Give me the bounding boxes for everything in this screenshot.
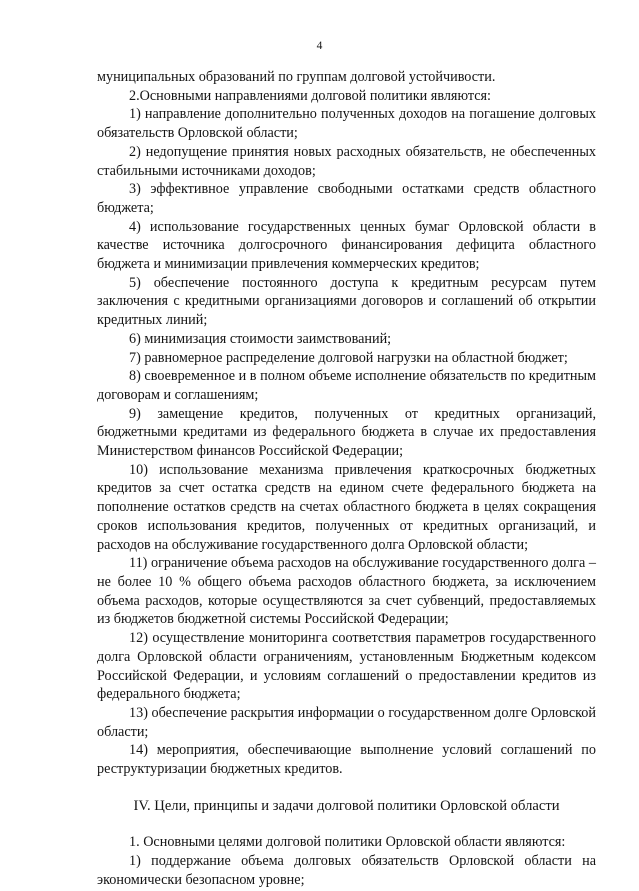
paragraph: муниципальных образований по группам долговой устойчивости. xyxy=(97,69,496,85)
list-item: 3) эффективное управление свободными остатками средств областного бюджета; xyxy=(97,181,596,216)
list-item: 10) использование механизма привлечения краткосрочных бюджетных кредитов за счет остатка средств на едином счете федерального бюджета на пополнение остатков средств на счетах областного бюджета в целях сокращения сроков использования кредитов, полученных от кредитных организаций, и расходов на обслуживание государственного долга Орловской области; xyxy=(97,461,596,553)
list-item: 4) использование государственных ценных бумаг Орловской области в качестве источника долгосрочного финансирования дефицита областного бюджета и минимизации привлечения коммерческих кредитов; xyxy=(97,218,596,273)
list-item: 11) ограничение объема расходов на обслуживание государственного долга – не более 10 % общего объема расходов областного бюджета, за исключением объема расходов, которые осуществляются за счет субвенций, предоставляемых из бюджетов бюджетной системы Российской Федерации; xyxy=(97,555,596,628)
list-item: 6) минимизация стоимости заимствований; xyxy=(129,330,392,347)
list-item: 13) обеспечение раскрытия информации о государственном долге Орловской области; xyxy=(97,704,596,740)
list-item: 9) замещение кредитов, полученных от кредитных организаций, бюджетными кредитами из федерального бюджета в случае их предоставления Министерством финансов Российской Федерации; xyxy=(97,405,596,460)
list-item: 8) своевременное и в полном объеме исполнение обязательств по кредитным договорам и соглашениям; xyxy=(97,368,596,403)
paragraph: 1. Основными целями долговой политики Орловской области являются: xyxy=(129,834,566,851)
paragraph: 2.Основными направлениями долговой политики являются: xyxy=(129,87,492,104)
list-item: 14) мероприятия, обеспечивающие выполнение условий соглашений по реструктуризации бюджетных кредитов. xyxy=(97,742,596,778)
list-item: 5) обеспечение постоянного доступа к кредитным ресурсам путем заключения с кредитными организациями договоров и соглашений об открытии кредитных линий; xyxy=(97,274,596,329)
list-item: 1) направление дополнительно полученных доходов на погашение долговых обязательств Орловской области; xyxy=(97,106,596,142)
list-item: 2) недопущение принятия новых расходных обязательств, не обеспеченных стабильными источниками доходов; xyxy=(97,143,596,179)
list-item: 12) осуществление мониторинга соответствия параметров государственного долга Орловской области ограничениям, установленным Бюджетным кодексом Российской Федерации, и условиям соглашений о предоставлении кредитов из федерального бюджета; xyxy=(97,630,596,703)
document-body xyxy=(97,68,596,890)
list-item: 1) поддержание объема долговых обязательств Орловской области на экономически безопасном уровне; xyxy=(97,853,596,888)
page-number: 4 xyxy=(316,40,323,52)
section-heading: IV. Цели, принципы и задачи долговой политики Орловской области xyxy=(133,797,560,814)
list-item: 7) равномерное распределение долговой нагрузки на областной бюджет; xyxy=(129,349,568,366)
